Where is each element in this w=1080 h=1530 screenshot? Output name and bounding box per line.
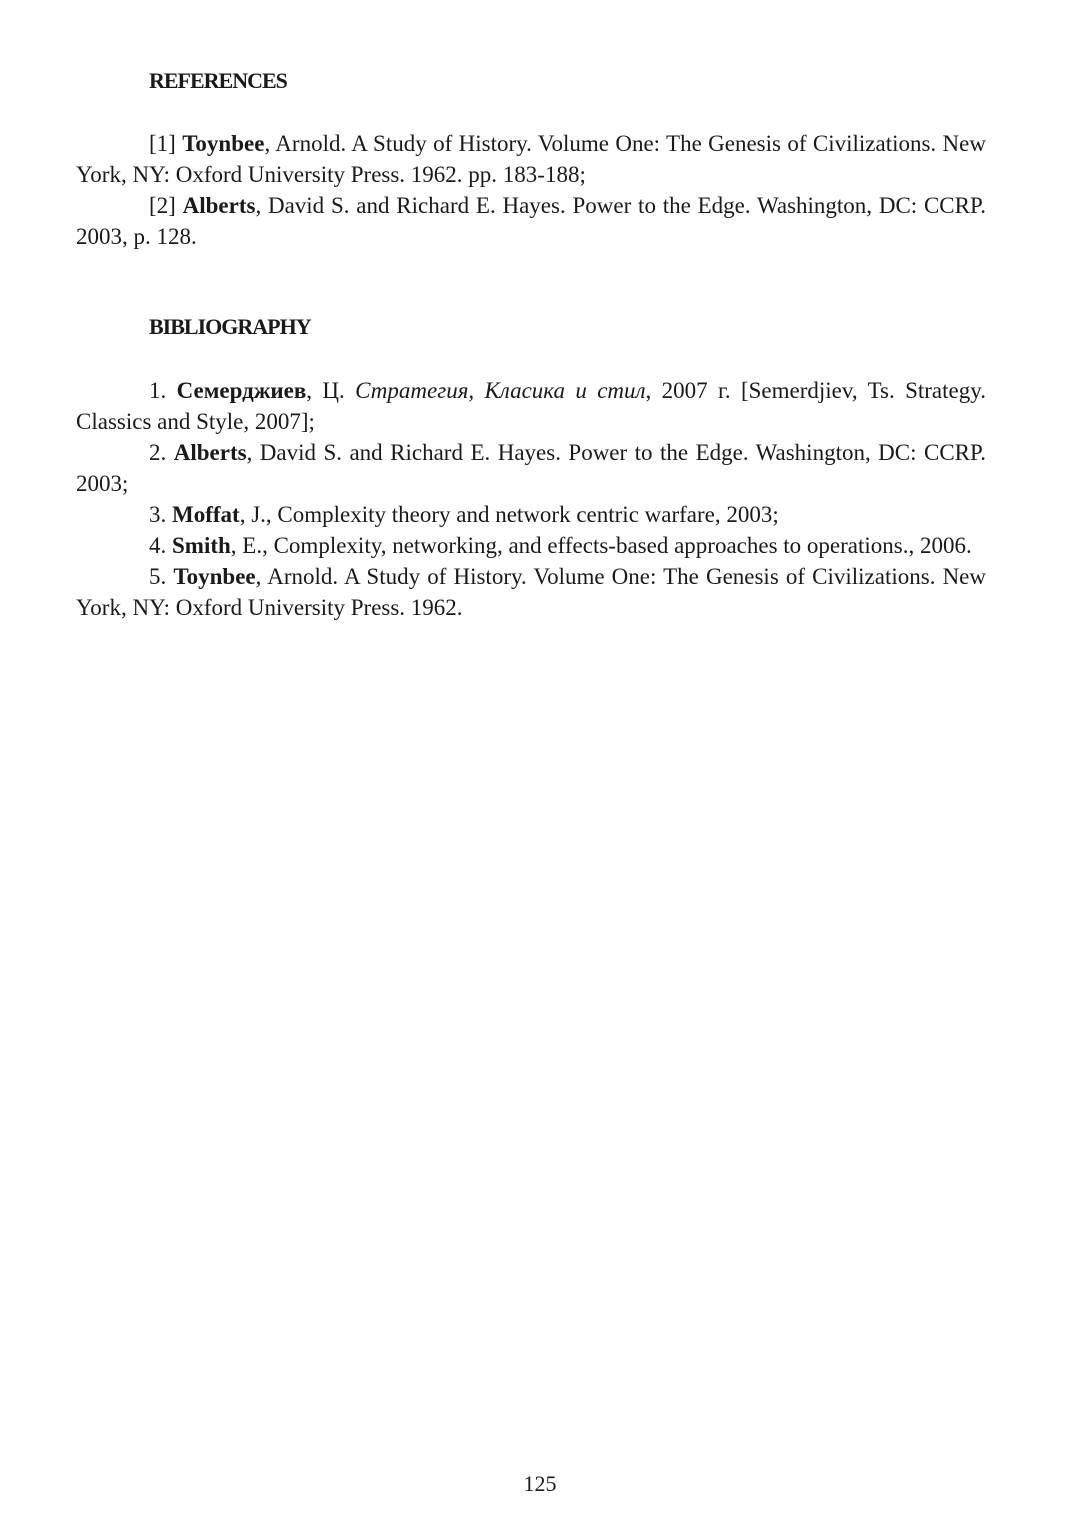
entry-author: Toynbee bbox=[173, 564, 256, 589]
page-number: 125 bbox=[523, 1471, 557, 1496]
entry-number: 4. bbox=[149, 533, 172, 558]
entry-text: , Arnold. A Study of History. Volume One: The Genesis of Civilizations. New York, NY: Oxford University Press. 1962. pp. 183-188; bbox=[76, 131, 986, 187]
entry-text: , Ц. bbox=[306, 378, 356, 403]
entry-author: Moffat bbox=[172, 502, 240, 527]
references-list bbox=[76, 128, 986, 252]
entry-text: , David S. and Richard E. Hayes. Power to the Edge. Washington, DC: CCRP. 2003; bbox=[76, 440, 987, 496]
references-heading: REFERENCES bbox=[149, 68, 287, 93]
entry-author: Smith bbox=[172, 533, 231, 558]
entry-text: , J., Complexity theory and network centric warfare, 2003; bbox=[239, 502, 779, 527]
bibliography-entry bbox=[76, 561, 986, 623]
bibliography-entry bbox=[76, 375, 986, 437]
entry-text: , Arnold. A Study of History. Volume One: The Genesis of Civilizations. New York, NY: Oxford University Press. 1962. bbox=[76, 564, 986, 620]
entry-text: , David S. and Richard E. Hayes. Power to the Edge. Washington, DC: CCRP. 2003, p. 128. bbox=[76, 193, 986, 249]
entry-author: Toynbee bbox=[182, 131, 265, 156]
entry-italic-title: Стратегия, Класика и стил bbox=[355, 378, 646, 403]
entry-number: [2] bbox=[149, 193, 183, 218]
entry-author: Семерджиев bbox=[176, 378, 307, 403]
bibliography-heading: BIBLIOGRAPHY bbox=[149, 314, 311, 339]
entry-text: , E., Complexity, networking, and effects-based approaches to operations., 2006. bbox=[230, 533, 972, 558]
entry-number: 3. bbox=[149, 502, 172, 527]
entry-author: Alberts bbox=[173, 440, 247, 465]
bibliography-entry bbox=[76, 437, 986, 499]
entry-number: 1. bbox=[149, 378, 177, 403]
document-page bbox=[76, 0, 986, 1530]
reference-entry bbox=[76, 128, 986, 190]
bibliography-list bbox=[76, 375, 986, 623]
entry-number: 2. bbox=[149, 440, 174, 465]
bibliography-entry bbox=[76, 530, 986, 561]
entry-author: Alberts bbox=[182, 193, 256, 218]
entry-number: 5. bbox=[149, 564, 174, 589]
bibliography-entry bbox=[76, 499, 986, 530]
reference-entry bbox=[76, 190, 986, 252]
entry-number: [1] bbox=[149, 131, 183, 156]
entry-text: , 2007 г. [Semerdjiev, Ts. Strategy. Classics and Style, 2007]; bbox=[76, 378, 986, 434]
